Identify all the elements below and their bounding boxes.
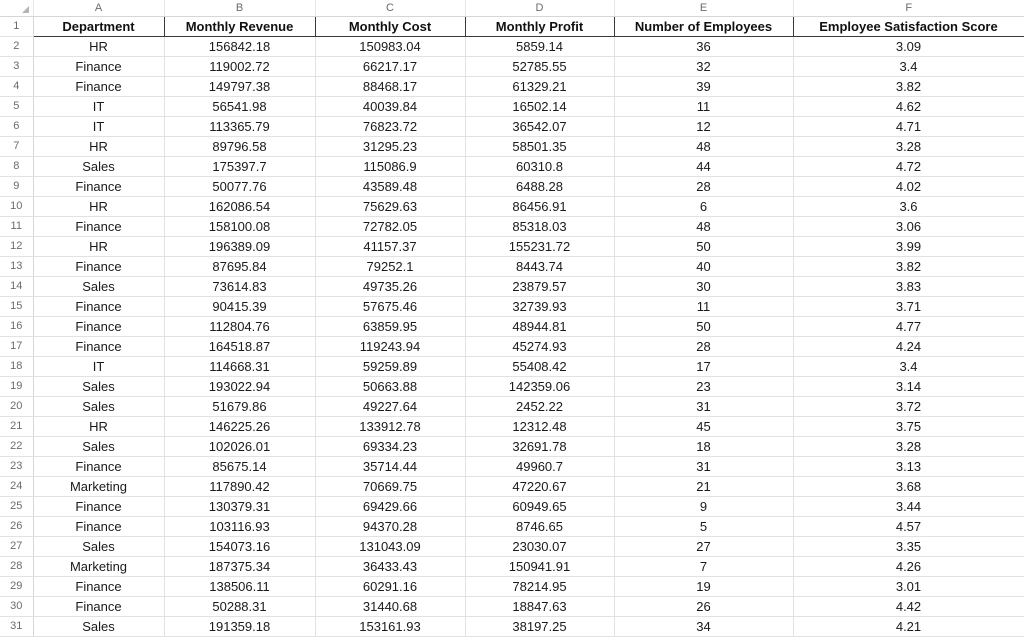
table-cell[interactable]: 3.68 [793, 477, 1024, 497]
table-cell[interactable]: 154073.16 [164, 537, 315, 557]
table-cell[interactable]: 55408.42 [465, 357, 614, 377]
table-cell[interactable]: 60310.8 [465, 157, 614, 177]
table-cell[interactable]: 4.72 [793, 157, 1024, 177]
table-cell[interactable]: Finance [33, 597, 164, 617]
table-cell[interactable]: 3.4 [793, 57, 1024, 77]
table-cell[interactable]: 3.82 [793, 77, 1024, 97]
table-cell[interactable]: Sales [33, 617, 164, 637]
table-cell[interactable]: 3.01 [793, 577, 1024, 597]
table-cell[interactable]: 18847.63 [465, 597, 614, 617]
table-cell[interactable]: 32 [614, 57, 793, 77]
table-row [0, 237, 1024, 257]
table-cell[interactable]: 4.26 [793, 557, 1024, 577]
table-cell[interactable]: 114668.31 [164, 357, 315, 377]
row-number[interactable]: 10 [0, 197, 33, 217]
table-cell[interactable]: Sales [33, 277, 164, 297]
table-cell[interactable]: 153161.93 [315, 617, 465, 637]
table-cell[interactable]: 3.6 [793, 197, 1024, 217]
table-cell[interactable]: Finance [33, 517, 164, 537]
table-cell[interactable]: 48944.81 [465, 317, 614, 337]
table-cell[interactable]: 3.44 [793, 497, 1024, 517]
row-number[interactable]: 21 [0, 417, 33, 437]
table-cell[interactable]: Sales [33, 377, 164, 397]
row-number[interactable]: 15 [0, 297, 33, 317]
table-cell[interactable]: 4.77 [793, 317, 1024, 337]
table-cell[interactable]: 3.28 [793, 437, 1024, 457]
table-cell[interactable]: 31295.23 [315, 137, 465, 157]
table-row [0, 457, 1024, 477]
table-cell[interactable]: 133912.78 [315, 417, 465, 437]
table-cell[interactable]: 31 [614, 397, 793, 417]
table-cell[interactable]: 70669.75 [315, 477, 465, 497]
table-cell[interactable]: 69429.66 [315, 497, 465, 517]
table-cell[interactable]: 9 [614, 497, 793, 517]
table-row [0, 337, 1024, 357]
table-cell[interactable]: HR [33, 37, 164, 57]
header-cell-number-of-employees[interactable]: Number of Employees [614, 17, 793, 37]
table-cell[interactable]: 57675.46 [315, 297, 465, 317]
table-cell[interactable]: 112804.76 [164, 317, 315, 337]
table-cell[interactable]: IT [33, 357, 164, 377]
table-row [0, 357, 1024, 377]
table-row [0, 577, 1024, 597]
table-row [0, 597, 1024, 617]
table-cell[interactable]: 66217.17 [315, 57, 465, 77]
table-cell[interactable]: 32739.93 [465, 297, 614, 317]
column-header-a[interactable]: A [33, 0, 164, 17]
row-number[interactable]: 5 [0, 97, 33, 117]
table-cell[interactable]: 72782.05 [315, 217, 465, 237]
table-cell[interactable]: 3.82 [793, 257, 1024, 277]
row-number[interactable]: 18 [0, 357, 33, 377]
table-cell[interactable]: 49735.26 [315, 277, 465, 297]
table-cell[interactable]: Sales [33, 537, 164, 557]
table-cell[interactable]: 193022.94 [164, 377, 315, 397]
table-cell[interactable]: 4.21 [793, 617, 1024, 637]
table-cell[interactable]: 50 [614, 317, 793, 337]
table-cell[interactable]: 2452.22 [465, 397, 614, 417]
table-cell[interactable]: 155231.72 [465, 237, 614, 257]
table-row [0, 57, 1024, 77]
table-cell[interactable]: Sales [33, 397, 164, 417]
select-all-triangle-icon [22, 6, 29, 13]
table-cell[interactable]: 58501.35 [465, 137, 614, 157]
table-cell[interactable]: 164518.87 [164, 337, 315, 357]
table-cell[interactable]: 19 [614, 577, 793, 597]
table-cell[interactable]: 28 [614, 177, 793, 197]
table-cell[interactable]: 4.71 [793, 117, 1024, 137]
header-cell-monthly-revenue[interactable]: Monthly Revenue [164, 17, 315, 37]
table-cell[interactable]: 75629.63 [315, 197, 465, 217]
table-cell[interactable]: 59259.89 [315, 357, 465, 377]
table-row [0, 157, 1024, 177]
table-cell[interactable]: Finance [33, 257, 164, 277]
table-cell[interactable]: 150941.91 [465, 557, 614, 577]
table-cell[interactable]: Finance [33, 217, 164, 237]
row-number[interactable]: 12 [0, 237, 33, 257]
table-cell[interactable]: 52785.55 [465, 57, 614, 77]
table-cell[interactable]: Finance [33, 57, 164, 77]
table-cell[interactable]: 44 [614, 157, 793, 177]
table-cell[interactable]: 4.42 [793, 597, 1024, 617]
table-cell[interactable]: 50077.76 [164, 177, 315, 197]
table-cell[interactable]: 4.62 [793, 97, 1024, 117]
table-cell[interactable]: 43589.48 [315, 177, 465, 197]
table-cell[interactable]: 38197.25 [465, 617, 614, 637]
table-cell[interactable]: Sales [33, 157, 164, 177]
table-cell[interactable]: 156842.18 [164, 37, 315, 57]
table-cell[interactable]: 17 [614, 357, 793, 377]
table-cell[interactable]: 61329.21 [465, 77, 614, 97]
table-cell[interactable]: 87695.84 [164, 257, 315, 277]
table-cell[interactable]: 3.75 [793, 417, 1024, 437]
table-cell[interactable]: Marketing [33, 557, 164, 577]
table-cell[interactable]: 191359.18 [164, 617, 315, 637]
table-cell[interactable]: 49227.64 [315, 397, 465, 417]
table-cell[interactable]: 50288.31 [164, 597, 315, 617]
row-number[interactable]: 31 [0, 617, 33, 637]
table-cell[interactable]: 30 [614, 277, 793, 297]
row-number[interactable]: 25 [0, 497, 33, 517]
table-cell[interactable]: 150983.04 [315, 37, 465, 57]
row-number[interactable]: 24 [0, 477, 33, 497]
row-number[interactable]: 26 [0, 517, 33, 537]
table-cell[interactable]: 50 [614, 237, 793, 257]
table-cell[interactable]: 113365.79 [164, 117, 315, 137]
table-cell[interactable]: 149797.38 [164, 77, 315, 97]
table-cell[interactable]: HR [33, 197, 164, 217]
table-cell[interactable]: 138506.11 [164, 577, 315, 597]
table-row [0, 177, 1024, 197]
table-row [0, 417, 1024, 437]
table-row [0, 257, 1024, 277]
table-cell[interactable]: IT [33, 117, 164, 137]
table-cell[interactable]: Finance [33, 457, 164, 477]
table-cell[interactable]: 16502.14 [465, 97, 614, 117]
table-cell[interactable]: 3.83 [793, 277, 1024, 297]
table-cell[interactable]: Marketing [33, 477, 164, 497]
table-cell[interactable]: 11 [614, 97, 793, 117]
table-row [0, 497, 1024, 517]
table-cell[interactable]: Finance [33, 77, 164, 97]
table-cell[interactable]: 51679.86 [164, 397, 315, 417]
table-cell[interactable]: Finance [33, 317, 164, 337]
table-cell[interactable]: 45 [614, 417, 793, 437]
table-cell[interactable]: 5 [614, 517, 793, 537]
table-row [0, 537, 1024, 557]
header-cell-department[interactable]: Department [33, 17, 164, 37]
table-cell[interactable]: 18 [614, 437, 793, 457]
table-cell[interactable]: Finance [33, 297, 164, 317]
table-row [0, 617, 1024, 637]
row-number[interactable]: 19 [0, 377, 33, 397]
table-cell[interactable]: 31440.68 [315, 597, 465, 617]
table-cell[interactable]: 48 [614, 217, 793, 237]
table-cell[interactable]: 3.72 [793, 397, 1024, 417]
table-row [0, 217, 1024, 237]
table-cell[interactable]: 3.28 [793, 137, 1024, 157]
table-cell[interactable]: 21 [614, 477, 793, 497]
table-row [0, 117, 1024, 137]
table-cell[interactable]: 12312.48 [465, 417, 614, 437]
table-cell[interactable]: 162086.54 [164, 197, 315, 217]
row-number[interactable]: 27 [0, 537, 33, 557]
table-cell[interactable]: 130379.31 [164, 497, 315, 517]
table-cell[interactable]: 69334.23 [315, 437, 465, 457]
row-number[interactable]: 30 [0, 597, 33, 617]
table-cell[interactable]: 36433.43 [315, 557, 465, 577]
table-cell[interactable]: HR [33, 137, 164, 157]
table-row [0, 77, 1024, 97]
table-cell[interactable]: 49960.7 [465, 457, 614, 477]
table-row [0, 37, 1024, 57]
table-cell[interactable]: 60291.16 [315, 577, 465, 597]
row-number[interactable]: 1 [0, 17, 33, 37]
table-cell[interactable]: 4.02 [793, 177, 1024, 197]
table-row [0, 377, 1024, 397]
table-row [0, 517, 1024, 537]
row-number[interactable]: 7 [0, 137, 33, 157]
table-cell[interactable]: 5859.14 [465, 37, 614, 57]
table-cell[interactable]: 6 [614, 197, 793, 217]
select-all-corner[interactable] [0, 0, 33, 17]
table-cell[interactable]: 175397.7 [164, 157, 315, 177]
row-number[interactable]: 11 [0, 217, 33, 237]
table-cell[interactable]: 8746.65 [465, 517, 614, 537]
table-cell[interactable]: 158100.08 [164, 217, 315, 237]
table-cell[interactable]: 102026.01 [164, 437, 315, 457]
table-cell[interactable]: 23 [614, 377, 793, 397]
table-row [0, 477, 1024, 497]
table-cell[interactable]: 6488.28 [465, 177, 614, 197]
column-header-d[interactable]: D [465, 0, 614, 17]
table-row [0, 397, 1024, 417]
table-row [0, 297, 1024, 317]
table-cell[interactable]: 79252.1 [315, 257, 465, 277]
table-cell[interactable]: 146225.26 [164, 417, 315, 437]
table-cell[interactable]: 119243.94 [315, 337, 465, 357]
table-cell[interactable]: 73614.83 [164, 277, 315, 297]
table-cell[interactable]: Finance [33, 577, 164, 597]
table-cell[interactable]: Sales [33, 437, 164, 457]
column-header-e[interactable]: E [614, 0, 793, 17]
table-cell[interactable]: 3.4 [793, 357, 1024, 377]
table-cell[interactable]: 3.71 [793, 297, 1024, 317]
table-cell[interactable]: 32691.78 [465, 437, 614, 457]
table-cell[interactable]: IT [33, 97, 164, 117]
table-cell[interactable]: 50663.88 [315, 377, 465, 397]
table-cell[interactable]: 41157.37 [315, 237, 465, 257]
row-number[interactable]: 2 [0, 37, 33, 57]
table-cell[interactable]: 196389.09 [164, 237, 315, 257]
table-cell[interactable]: 85318.03 [465, 217, 614, 237]
table-cell[interactable]: 115086.9 [315, 157, 465, 177]
table-cell[interactable]: 78214.95 [465, 577, 614, 597]
table-cell[interactable]: 56541.98 [164, 97, 315, 117]
table-row [0, 437, 1024, 457]
table-cell[interactable]: HR [33, 417, 164, 437]
header-cell-monthly-profit[interactable]: Monthly Profit [465, 17, 614, 37]
table-cell[interactable]: 4.24 [793, 337, 1024, 357]
table-cell[interactable]: 23030.07 [465, 537, 614, 557]
table-row [0, 97, 1024, 117]
row-number[interactable]: 28 [0, 557, 33, 577]
table-cell[interactable]: 131043.09 [315, 537, 465, 557]
row-number[interactable]: 16 [0, 317, 33, 337]
table-cell[interactable]: 4.57 [793, 517, 1024, 537]
table-cell[interactable]: Finance [33, 177, 164, 197]
row-number[interactable]: 20 [0, 397, 33, 417]
row-number[interactable]: 14 [0, 277, 33, 297]
table-cell[interactable]: 90415.39 [164, 297, 315, 317]
table-cell[interactable]: 27 [614, 537, 793, 557]
table-cell[interactable]: 86456.91 [465, 197, 614, 217]
table-cell[interactable]: 3.13 [793, 457, 1024, 477]
table-cell[interactable]: 12 [614, 117, 793, 137]
table-row [0, 197, 1024, 217]
table-cell[interactable]: 8443.74 [465, 257, 614, 277]
table-cell[interactable]: 89796.58 [164, 137, 315, 157]
table-cell[interactable]: 48 [614, 137, 793, 157]
row-number[interactable]: 13 [0, 257, 33, 277]
header-cell-employee-satisfaction-score[interactable]: Employee Satisfaction Score [793, 17, 1024, 37]
table-row [0, 137, 1024, 157]
table-cell[interactable]: HR [33, 237, 164, 257]
column-header-c[interactable]: C [315, 0, 465, 17]
table-cell[interactable]: 3.14 [793, 377, 1024, 397]
table-cell[interactable]: 34 [614, 617, 793, 637]
table-cell[interactable]: 60949.65 [465, 497, 614, 517]
table-row [0, 277, 1024, 297]
table-cell[interactable]: 36542.07 [465, 117, 614, 137]
table-cell[interactable]: 94370.28 [315, 517, 465, 537]
table-cell[interactable]: 40 [614, 257, 793, 277]
row-number[interactable]: 29 [0, 577, 33, 597]
table-cell[interactable]: 88468.17 [315, 77, 465, 97]
row-number[interactable]: 8 [0, 157, 33, 177]
table-cell[interactable]: 11 [614, 297, 793, 317]
table-cell[interactable]: 23879.57 [465, 277, 614, 297]
table-cell[interactable]: 85675.14 [164, 457, 315, 477]
row-number[interactable]: 17 [0, 337, 33, 357]
table-cell[interactable]: 28 [614, 337, 793, 357]
column-header-f[interactable]: F [793, 0, 1024, 17]
row-number[interactable]: 4 [0, 77, 33, 97]
table-cell[interactable]: 142359.06 [465, 377, 614, 397]
table-cell[interactable]: 119002.72 [164, 57, 315, 77]
table-cell[interactable]: 40039.84 [315, 97, 465, 117]
table-cell[interactable]: 63859.95 [315, 317, 465, 337]
header-cell-monthly-cost[interactable]: Monthly Cost [315, 17, 465, 37]
table-cell[interactable]: 26 [614, 597, 793, 617]
row-number[interactable]: 23 [0, 457, 33, 477]
table-cell[interactable]: 31 [614, 457, 793, 477]
table-cell[interactable]: 35714.44 [315, 457, 465, 477]
table-header-row [0, 17, 1024, 37]
table-row [0, 557, 1024, 577]
table-row [0, 317, 1024, 337]
table-cell[interactable]: Finance [33, 337, 164, 357]
column-header-bar [0, 0, 1024, 17]
table-cell[interactable]: 3.06 [793, 217, 1024, 237]
row-number[interactable]: 22 [0, 437, 33, 457]
row-number[interactable]: 6 [0, 117, 33, 137]
table-cell[interactable]: 117890.42 [164, 477, 315, 497]
table-cell[interactable]: 103116.93 [164, 517, 315, 537]
table-cell[interactable]: 39 [614, 77, 793, 97]
table-cell[interactable]: 76823.72 [315, 117, 465, 137]
table-cell[interactable]: 47220.67 [465, 477, 614, 497]
row-number[interactable]: 9 [0, 177, 33, 197]
table-cell[interactable]: 7 [614, 557, 793, 577]
table-cell[interactable]: 3.09 [793, 37, 1024, 57]
column-header-b[interactable]: B [164, 0, 315, 17]
table-cell[interactable]: 36 [614, 37, 793, 57]
table-cell[interactable]: 187375.34 [164, 557, 315, 577]
row-number[interactable]: 3 [0, 57, 33, 77]
table-cell[interactable]: 3.99 [793, 237, 1024, 257]
table-cell[interactable]: Finance [33, 497, 164, 517]
table-cell[interactable]: 3.35 [793, 537, 1024, 557]
table-cell[interactable]: 45274.93 [465, 337, 614, 357]
